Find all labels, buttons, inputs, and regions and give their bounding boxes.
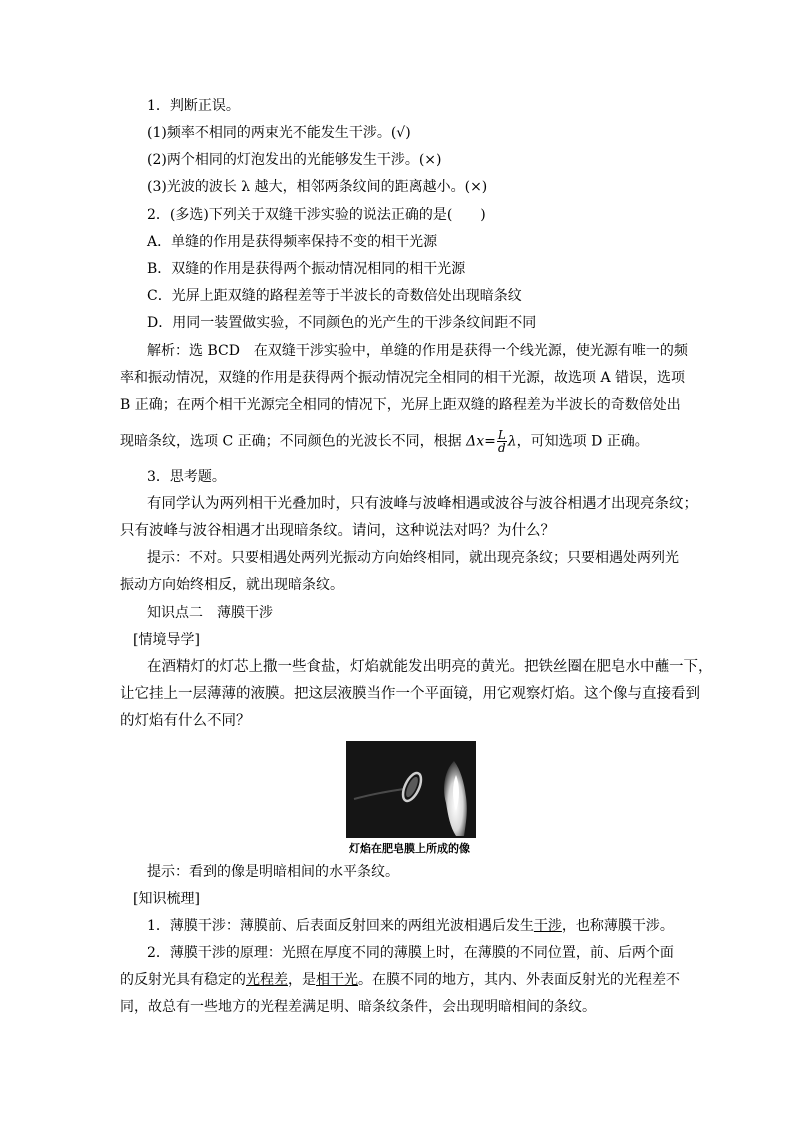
formula-denominator: d xyxy=(497,441,506,455)
analysis-text-post: ，可知选项 D 正确。 xyxy=(516,433,649,450)
guide-label: [情境导学] xyxy=(133,632,200,648)
formula-rhs: λ xyxy=(507,433,517,450)
review-point-1 xyxy=(147,916,674,936)
q3-hint-line-1: 提示：不对。只要相遇处两列光振动方向始终相同，就出现亮条纹；只要相遇处两列光 xyxy=(147,550,679,566)
review-point-2-line-3: 同，故总有一些地方的光程差满足明、暗条纹条件，会出现明暗相间的条纹。 xyxy=(120,999,596,1015)
section-heading: 知识点二 薄膜干涉 xyxy=(147,605,273,621)
formula-lhs: Δx= xyxy=(466,433,496,450)
q2-stem: 2．(多选)下列关于双缝干涉实验的说法正确的是( ) xyxy=(147,207,486,223)
q3-body-line-1: 有同学认为两列相干光叠加时，只有波峰与波峰相遇或波谷与波谷相遇才出现亮条纹； xyxy=(147,496,698,512)
review-point-2-line-1: 2．薄膜干涉的原理：光照在厚度不同的薄膜上时，在薄膜的不同位置，前、后两个面 xyxy=(147,945,674,961)
formula-numerator: L xyxy=(497,428,506,442)
q2-analysis-line-1: 解析：选 BCD 在双缝干涉实验中，单缝的作用是获得一个线光源，使光源有唯一的频 xyxy=(147,343,688,359)
formula-fraction xyxy=(497,429,507,454)
review-point-2-mid: ，是 xyxy=(288,972,316,988)
guide-line-3: 的灯焰有什么不同？ xyxy=(120,713,251,729)
review-point-2-underlined-1: 光程差 xyxy=(246,972,288,988)
flame-photo-graphic xyxy=(346,741,476,838)
figure-caption: 灯焰在肥皂膜上所成的像 xyxy=(349,842,470,855)
q1-item-1: (1)频率不相同的两束光不能发生干涉。(√) xyxy=(147,125,411,141)
review-point-1-tail: ，也称薄膜干涉。 xyxy=(561,918,674,934)
q3-title: 3．思考题。 xyxy=(147,469,226,485)
q2-analysis-line-2: 率和振动情况，双缝的作用是获得两个振动情况完全相同的相干光源，故选项 A 错误，选项 xyxy=(120,370,686,386)
review-point-2-line-2 xyxy=(120,970,680,990)
q1-title: 1．判断正误。 xyxy=(147,98,240,114)
q2-option-c: C．光屏上距双缝的路程差等于半波长的奇数倍处出现暗条纹 xyxy=(147,288,522,304)
review-point-2-tail: 。在膜不同的地方，其内、外表面反射光的光程差不 xyxy=(358,972,680,988)
review-label: [知识梳理] xyxy=(133,891,200,907)
review-point-1-underlined: 干涉 xyxy=(533,918,562,934)
q2-analysis-line-4 xyxy=(120,429,649,454)
review-point-2-underlined-2: 相干光 xyxy=(316,972,358,988)
guide-line-1: 在酒精灯的灯芯上撒一些食盐，灯焰就能发出明亮的黄光。把铁丝圈在肥皂水中蘸一下， xyxy=(147,659,713,675)
q1-item-2: (2)两个相同的灯泡发出的光能够发生干涉。(×) xyxy=(147,152,442,168)
q3-body-line-2: 只有波峰与波谷相遇才出现暗条纹。请问，这种说法对吗？为什么？ xyxy=(120,523,555,539)
q3-hint-line-2: 振动方向始终相反，就出现暗条纹。 xyxy=(120,577,344,593)
q2-option-a: A．单缝的作用是获得频率保持不变的相干光源 xyxy=(147,234,438,250)
review-point-2-text: 的反射光具有稳定的 xyxy=(120,972,246,988)
figure-hint: 提示：看到的像是明暗相间的水平条纹。 xyxy=(147,864,399,880)
q2-option-d: D．用同一装置做实验，不同颜色的光产生的干涉条纹间距不同 xyxy=(147,315,537,331)
flame-image xyxy=(346,741,476,838)
q2-option-b: B．双缝的作用是获得两个振动情况相同的相干光源 xyxy=(147,261,466,277)
guide-line-2: 让它挂上一层薄薄的液膜。把这层液膜当作一个平面镜，用它观察灯焰。这个像与直接看到 xyxy=(120,686,700,702)
analysis-text-pre: 现暗条纹，选项 C 正确；不同颜色的光波长不同，根据 xyxy=(120,433,462,450)
review-point-1-text: 1．薄膜干涉：薄膜前、后表面反射回来的两组光波相遇后发生 xyxy=(147,918,534,934)
q1-item-3: (3)光波的波长 λ 越大，相邻两条纹间的距离越小。(×) xyxy=(147,179,488,195)
q2-analysis-line-3: B 正确；在两个相干光源完全相同的情况下，光屏上距双缝的路程差为半波长的奇数倍处出 xyxy=(120,397,681,413)
